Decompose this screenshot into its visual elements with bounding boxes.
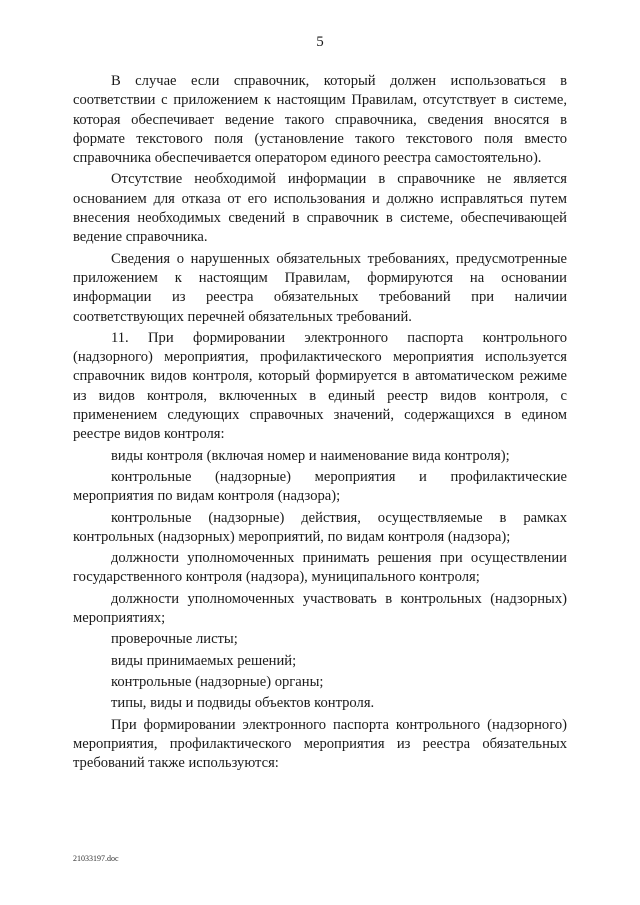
document-filename: 21033197.doc: [73, 854, 119, 863]
list-item-participant-positions: должности уполномоченных участвовать в контрольных (надзорных) мероприятиях;: [73, 590, 567, 627]
paragraph-missing-information: Отсутствие необходимой информации в справочнике не является основанием для отказа от его использования и должно исправляться путем внесения необходимых сведений в справочник в системе, обеспечивающей ведение справочника.: [73, 171, 567, 246]
paragraph-violated-requirements: Сведения о нарушенных обязательных требованиях, предусмотренные приложением к настоящим Правилам, формируются на основании информации из реестра обязательных требований при наличии соответствующих перечней обязательных требований.: [73, 250, 567, 325]
list-item-control-types: виды контроля (включая номер и наименование вида контроля);: [111, 447, 510, 464]
list-item-control-bodies: контрольные (надзорные) органы;: [111, 673, 324, 690]
paragraph-passport-registry: При формировании электронного паспорта контрольного (надзорного) мероприятия, профилактического мероприятия из реестра обязательных требований также используются:: [73, 716, 567, 772]
list-item-control-actions: контрольные (надзорные) действия, осуществляемые в рамках контрольных (надзорных) мероприятий, по видам контроля (надзора);: [73, 509, 567, 545]
page-number: 5: [316, 34, 324, 50]
list-item-decision-positions: должности уполномоченных принимать решения при осуществлении государственного контроля (надзора), муниципального контроля;: [73, 550, 567, 586]
list-item-control-measures: контрольные (надзорные) мероприятия и профилактические мероприятия по видам контроля (надзора);: [73, 468, 567, 505]
list-item-object-types: типы, виды и подвиды объектов контроля.: [111, 695, 375, 712]
paragraph-missing-reference: В случае если справочник, который должен использоваться в соответствии с приложением к настоящим Правилам, отсутствует в системе, которая обеспечивает ведение такого справочника, сведения вносятся в формате текстового поля (установление такого текстового поля вместо справочника обеспечивается оператором единого реестра самостоятельно).: [73, 73, 567, 167]
document-body: [73, 72, 567, 773]
list-item-decision-types: виды принимаемых решений;: [111, 652, 297, 669]
list-item-checklists: проверочные листы;: [111, 631, 238, 648]
paragraph-item-11: 11. При формировании электронного паспорта контрольного (надзорного) мероприятия, профилактического мероприятия используется справочник видов контроля, который формируется в автоматическом режиме из видов контроля, включенных в единый реестр видов контроля, с применением следующих справочных значений, содержащихся в едином реестре видов контроля:: [73, 329, 567, 443]
